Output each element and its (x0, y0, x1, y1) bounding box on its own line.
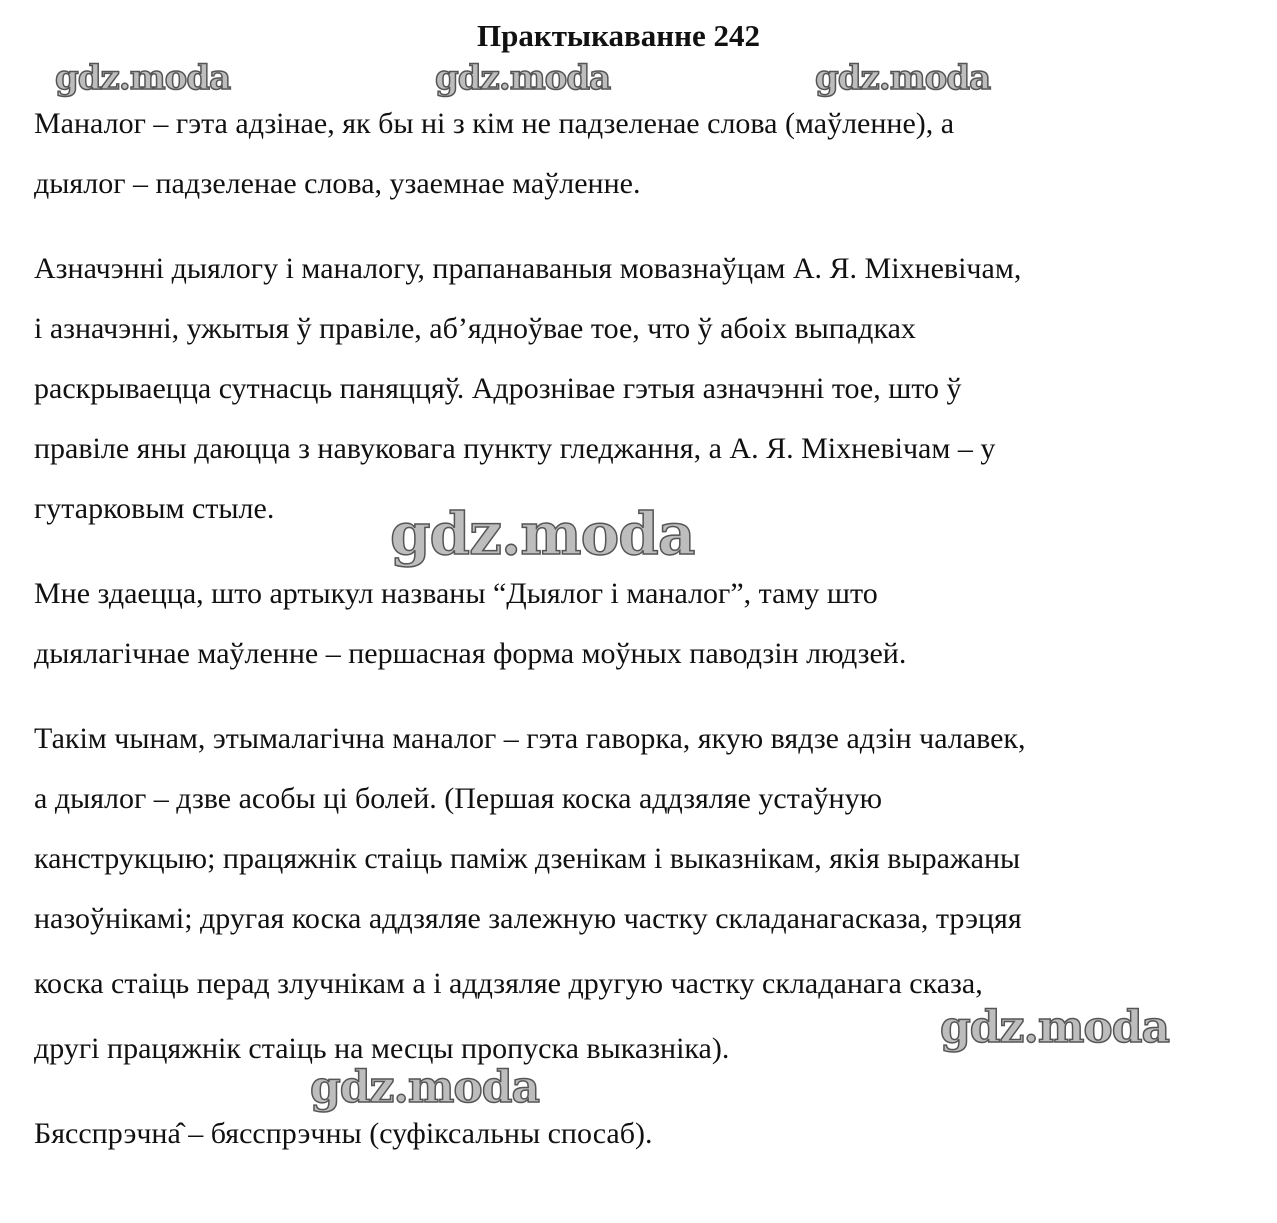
text-line: Маналог – гэта адзінае, як бы ні з кім не падзеленае слова (маўленне), а (34, 107, 955, 140)
watermark: gdz.moda (815, 58, 991, 98)
text-line: раскрываецца сутнасць паняццяў. Адрознівае гэтыя азначэнні тое, што ў (34, 372, 962, 405)
watermark: gdz.moda (940, 1002, 1170, 1053)
text-line: гутарковым стыле. (34, 492, 275, 525)
text-line: Азначэнні дыялогу і маналогу, прапанаваныя мовазнаўцам А. Я. Міхневічам, (34, 252, 1022, 285)
watermark: gdz.moda (390, 500, 695, 568)
watermark: gdz.moda (435, 58, 611, 98)
page-title: Практыкаванне 242 (476, 18, 760, 53)
watermark: gdz.moda (55, 58, 231, 98)
text-line: коска стаіць перад злучнікам а і аддзяляе другую частку складанага сказа, (34, 967, 983, 1000)
text-line: канструкцыю; працяжнік стаіць паміж дзенікам і выказнікам, якія выражаны (34, 842, 1021, 875)
text-line: дыялагічнае маўленне – першасная форма моўных паводзін людзей. (34, 637, 907, 670)
text-line: правіле яны даюцца з навуковага пункту гледжання, а А. Я. Міхневічам – у (34, 432, 996, 465)
text-line: назоўнікамі; другая коска аддзяляе залежную частку складанагасказа, трэцяя (34, 902, 1022, 935)
text-line: а дыялог – дзве асобы ці болей. (Першая коска аддзяляе устаўную (34, 782, 882, 815)
text-line: Бясспрэчна̂ – бясспрэчны (суфіксальны спосаб). (34, 1117, 653, 1150)
text-line: Такім чынам, этымалагічна маналог – гэта гаворка, якую вядзе адзін чалавек, (34, 722, 1026, 755)
text-line: другі працяжнік стаіць на месцы пропуска выказніка). (34, 1032, 730, 1065)
text-line: Мне здаецца, што артыкул названы “Дыялог і маналог”, таму што (34, 577, 878, 610)
watermark: gdz.moda (310, 1062, 540, 1113)
text-line: і азначэнні, ужытыя ў правіле, аб’ядноўвае тое, что ў абоіх выпадках (34, 312, 916, 345)
text-line: дыялог – падзеленае слова, узаемнае маўленне. (34, 167, 641, 200)
